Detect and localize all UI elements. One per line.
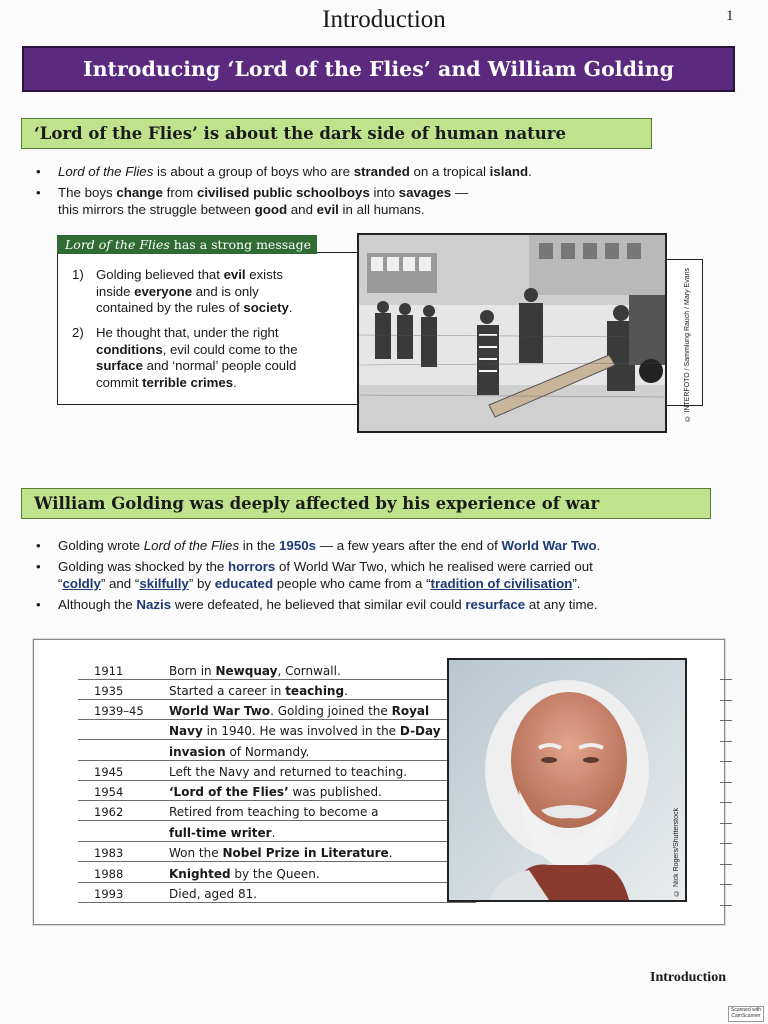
timeline-ruled-line <box>720 884 732 885</box>
message-text: everyone <box>134 283 193 299</box>
message-box <box>57 252 365 405</box>
timeline-year: 1983 <box>94 846 124 860</box>
war-illustration-image <box>357 233 667 433</box>
timeline-event <box>169 664 341 678</box>
timeline-year: 1954 <box>94 785 124 799</box>
bullet-text: this mirrors the struggle between <box>58 202 255 217</box>
timeline-text: was published. <box>288 785 382 799</box>
timeline-event <box>169 867 320 881</box>
bullet-text: savages <box>398 185 452 200</box>
bullet-text: tradition of civilisation <box>430 576 573 591</box>
bullet-item <box>36 596 736 613</box>
page-number: 1 <box>726 8 734 24</box>
bullet-text: Golding wrote <box>58 538 144 553</box>
timeline-year: 1935 <box>94 684 124 698</box>
timeline-ruled-line <box>720 761 732 762</box>
timeline-ruled-line <box>78 841 476 842</box>
timeline-year: 1988 <box>94 867 124 881</box>
timeline-ruled-line <box>78 760 476 761</box>
message-item-1 <box>72 267 352 317</box>
message-text: society <box>243 300 289 316</box>
bullet-text: ”. <box>572 576 581 591</box>
timeline-year: 1939–45 <box>94 704 144 718</box>
page-title: Introduction <box>322 6 446 33</box>
timeline-ruled-line <box>78 820 476 821</box>
bullet-text: in the <box>239 538 280 553</box>
section2-bullet-list <box>36 537 736 617</box>
bullet-text: . <box>528 164 532 179</box>
timeline-text: full-time writer <box>169 826 272 840</box>
bullet-text: Nazis <box>136 597 172 612</box>
timeline-text: Newquay <box>215 664 278 678</box>
timeline-text: . <box>271 826 276 840</box>
scanner-watermark: Scanned with CamScanner <box>728 1006 764 1022</box>
timeline-text: ‘Lord of the Flies’ <box>169 785 289 799</box>
bullet-text: — <box>451 185 469 200</box>
bullet-item <box>36 558 736 592</box>
golding-portrait-drawing <box>449 660 685 900</box>
prisoners-scene-drawing <box>359 235 665 431</box>
photo-credit-text: © INTERFOTO / Sammlung Rauch / Mary Evans <box>684 268 691 422</box>
bullet-text: at any time. <box>525 597 598 612</box>
photo-credit-tab <box>665 259 703 422</box>
bullet-text: The boys <box>58 185 117 200</box>
bullet-text: of World War Two, which he realised were carried out <box>275 559 593 574</box>
bullet-text: World War Two <box>501 538 597 553</box>
message-text: and ‘normal’ people could <box>142 358 297 374</box>
bullet-text: in all humans. <box>338 202 425 217</box>
timeline-year: 1962 <box>94 805 124 819</box>
timeline-ruled-line <box>78 800 476 801</box>
timeline-text: teaching <box>285 684 345 698</box>
message-item-number: 1) <box>72 267 84 282</box>
timeline-ruled-line <box>720 700 732 701</box>
timeline-year: 1945 <box>94 765 124 779</box>
timeline-text: Started a career in <box>169 684 286 698</box>
timeline-event <box>169 765 407 779</box>
bullet-text: civilised public schoolboys <box>196 185 370 200</box>
timeline-event <box>169 724 441 738</box>
timeline-event <box>169 846 393 860</box>
timeline-ruled-line <box>78 719 476 720</box>
section-heading-war: William Golding was deeply affected by his experience of war <box>21 488 711 519</box>
message-text: Golding believed that <box>96 267 224 282</box>
timeline-text: Born in <box>169 664 216 678</box>
bullet-text: evil <box>316 202 339 217</box>
bullet-text: ” by <box>188 576 215 591</box>
timeline-ruled-line <box>720 905 732 906</box>
golding-portrait-image <box>447 658 687 902</box>
timeline-ruled-line <box>720 864 732 865</box>
message-text: contained by the rules of <box>96 300 244 316</box>
timeline-text: . <box>388 846 393 860</box>
timeline-ruled-line <box>78 861 476 862</box>
timeline-text: Knighted <box>169 867 231 881</box>
timeline-text: invasion <box>169 745 226 759</box>
message-text: He thought that, under the right <box>96 325 279 340</box>
timeline-text: . Golding joined the <box>270 704 392 718</box>
bullet-text: horrors <box>228 559 276 574</box>
timeline-ruled-line <box>78 679 476 680</box>
bullet-text: skilfully <box>139 576 189 591</box>
timeline-ruled-line <box>78 739 476 740</box>
timeline-text: Retired from teaching to become a <box>169 805 379 819</box>
timeline-event <box>169 684 348 698</box>
timeline-text: World War Two <box>169 704 271 718</box>
message-text: , evil could come to the <box>162 341 298 357</box>
message-text: commit <box>96 374 143 390</box>
portrait-credit-text: © Nick Rogers/Shutterstock <box>673 808 680 896</box>
bullet-text: coldly <box>62 576 101 591</box>
bullet-text: resurface <box>465 597 526 612</box>
timeline-ruled-line <box>720 720 732 721</box>
timeline-ruled-line <box>720 782 732 783</box>
bullet-text: on a tropical <box>409 164 490 179</box>
message-title-rest: has a strong message <box>169 237 312 252</box>
bullet-text: . <box>596 538 601 553</box>
message-text: exists <box>245 267 283 282</box>
bullet-text: educated <box>214 576 274 591</box>
timeline-ruled-line <box>78 780 476 781</box>
timeline-text: by the Queen. <box>230 867 320 881</box>
timeline-event <box>169 704 429 718</box>
section1-bullet-list <box>36 163 696 222</box>
bullet-item <box>36 184 696 218</box>
section-heading-dark-side: ‘Lord of the Flies’ is about the dark side of human nature <box>21 118 652 149</box>
bullet-text: Lord of the Flies <box>143 538 240 553</box>
bullet-text: Lord of the Flies <box>58 164 154 179</box>
message-text: . <box>288 300 293 316</box>
timeline-text: . <box>344 684 348 698</box>
message-text: . <box>233 374 237 390</box>
bullet-item <box>36 163 696 180</box>
timeline-event <box>169 826 275 840</box>
timeline-text: Left the Navy and returned to teaching. <box>169 765 408 779</box>
bullet-text: Golding was shocked by the <box>58 559 229 574</box>
message-item-2 <box>72 325 352 391</box>
message-text: inside <box>96 283 135 299</box>
timeline-ruled-line <box>720 679 732 680</box>
bullet-text: and <box>287 202 317 217</box>
timeline-year: 1993 <box>94 887 124 901</box>
timeline-text: Royal <box>391 704 430 718</box>
message-text: conditions <box>96 341 163 357</box>
footer-section-label: Introduction <box>650 970 726 985</box>
bullet-text: people who came from a “ <box>273 576 431 591</box>
bullet-text: 1950s <box>279 538 317 553</box>
bullet-text: were defeated, he believed that similar evil could <box>171 597 466 612</box>
bullet-text: into <box>369 185 399 200</box>
bullet-text: is about a group of boys who are <box>153 164 354 179</box>
timeline-ruled-line <box>720 741 732 742</box>
timeline-event <box>169 745 309 759</box>
message-item-body <box>96 325 352 391</box>
bullet-text: good <box>254 202 288 217</box>
message-item-body <box>96 267 352 317</box>
bullet-text: change <box>116 185 163 200</box>
timeline-year: 1911 <box>94 664 124 678</box>
timeline-text: in 1940. He was involved in the <box>202 724 400 738</box>
timeline-event <box>169 805 379 819</box>
bullet-text: island <box>489 164 529 179</box>
message-item-number: 2) <box>72 325 84 340</box>
timeline-ruled-line <box>78 882 476 883</box>
bullet-text: from <box>162 185 197 200</box>
message-text: surface <box>96 358 143 374</box>
timeline-ruled-line <box>720 823 732 824</box>
message-text: and is only <box>192 283 259 299</box>
timeline-text: Won the <box>169 846 223 860</box>
timeline-text: of Normandy. <box>225 745 310 759</box>
bullet-text: Although the <box>58 597 137 612</box>
timeline-text: D-Day <box>399 724 441 738</box>
message-text: terrible crimes <box>142 374 234 390</box>
bullet-text: ” and “ <box>100 576 140 591</box>
chapter-banner: Introducing ‘Lord of the Flies’ and William Golding <box>22 46 735 92</box>
message-text: evil <box>223 267 246 282</box>
bullet-text: “ <box>58 576 63 591</box>
timeline-text: , Cornwall. <box>277 664 341 678</box>
message-box-title <box>57 235 317 254</box>
timeline-ruled-line <box>720 843 732 844</box>
timeline-ruled-line <box>78 699 476 700</box>
timeline-text: Died, aged 81. <box>169 887 258 901</box>
timeline-event <box>169 887 257 901</box>
timeline-event <box>169 785 382 799</box>
bullet-text: stranded <box>353 164 410 179</box>
message-title-book: Lord of the Flies <box>65 237 170 252</box>
bullet-text: — a few years after the end of <box>316 538 502 553</box>
timeline-text: Navy <box>169 724 203 738</box>
timeline-text: Nobel Prize in Literature <box>222 846 389 860</box>
timeline-ruled-line <box>78 902 476 903</box>
timeline-ruled-line <box>720 802 732 803</box>
bullet-item <box>36 537 736 554</box>
